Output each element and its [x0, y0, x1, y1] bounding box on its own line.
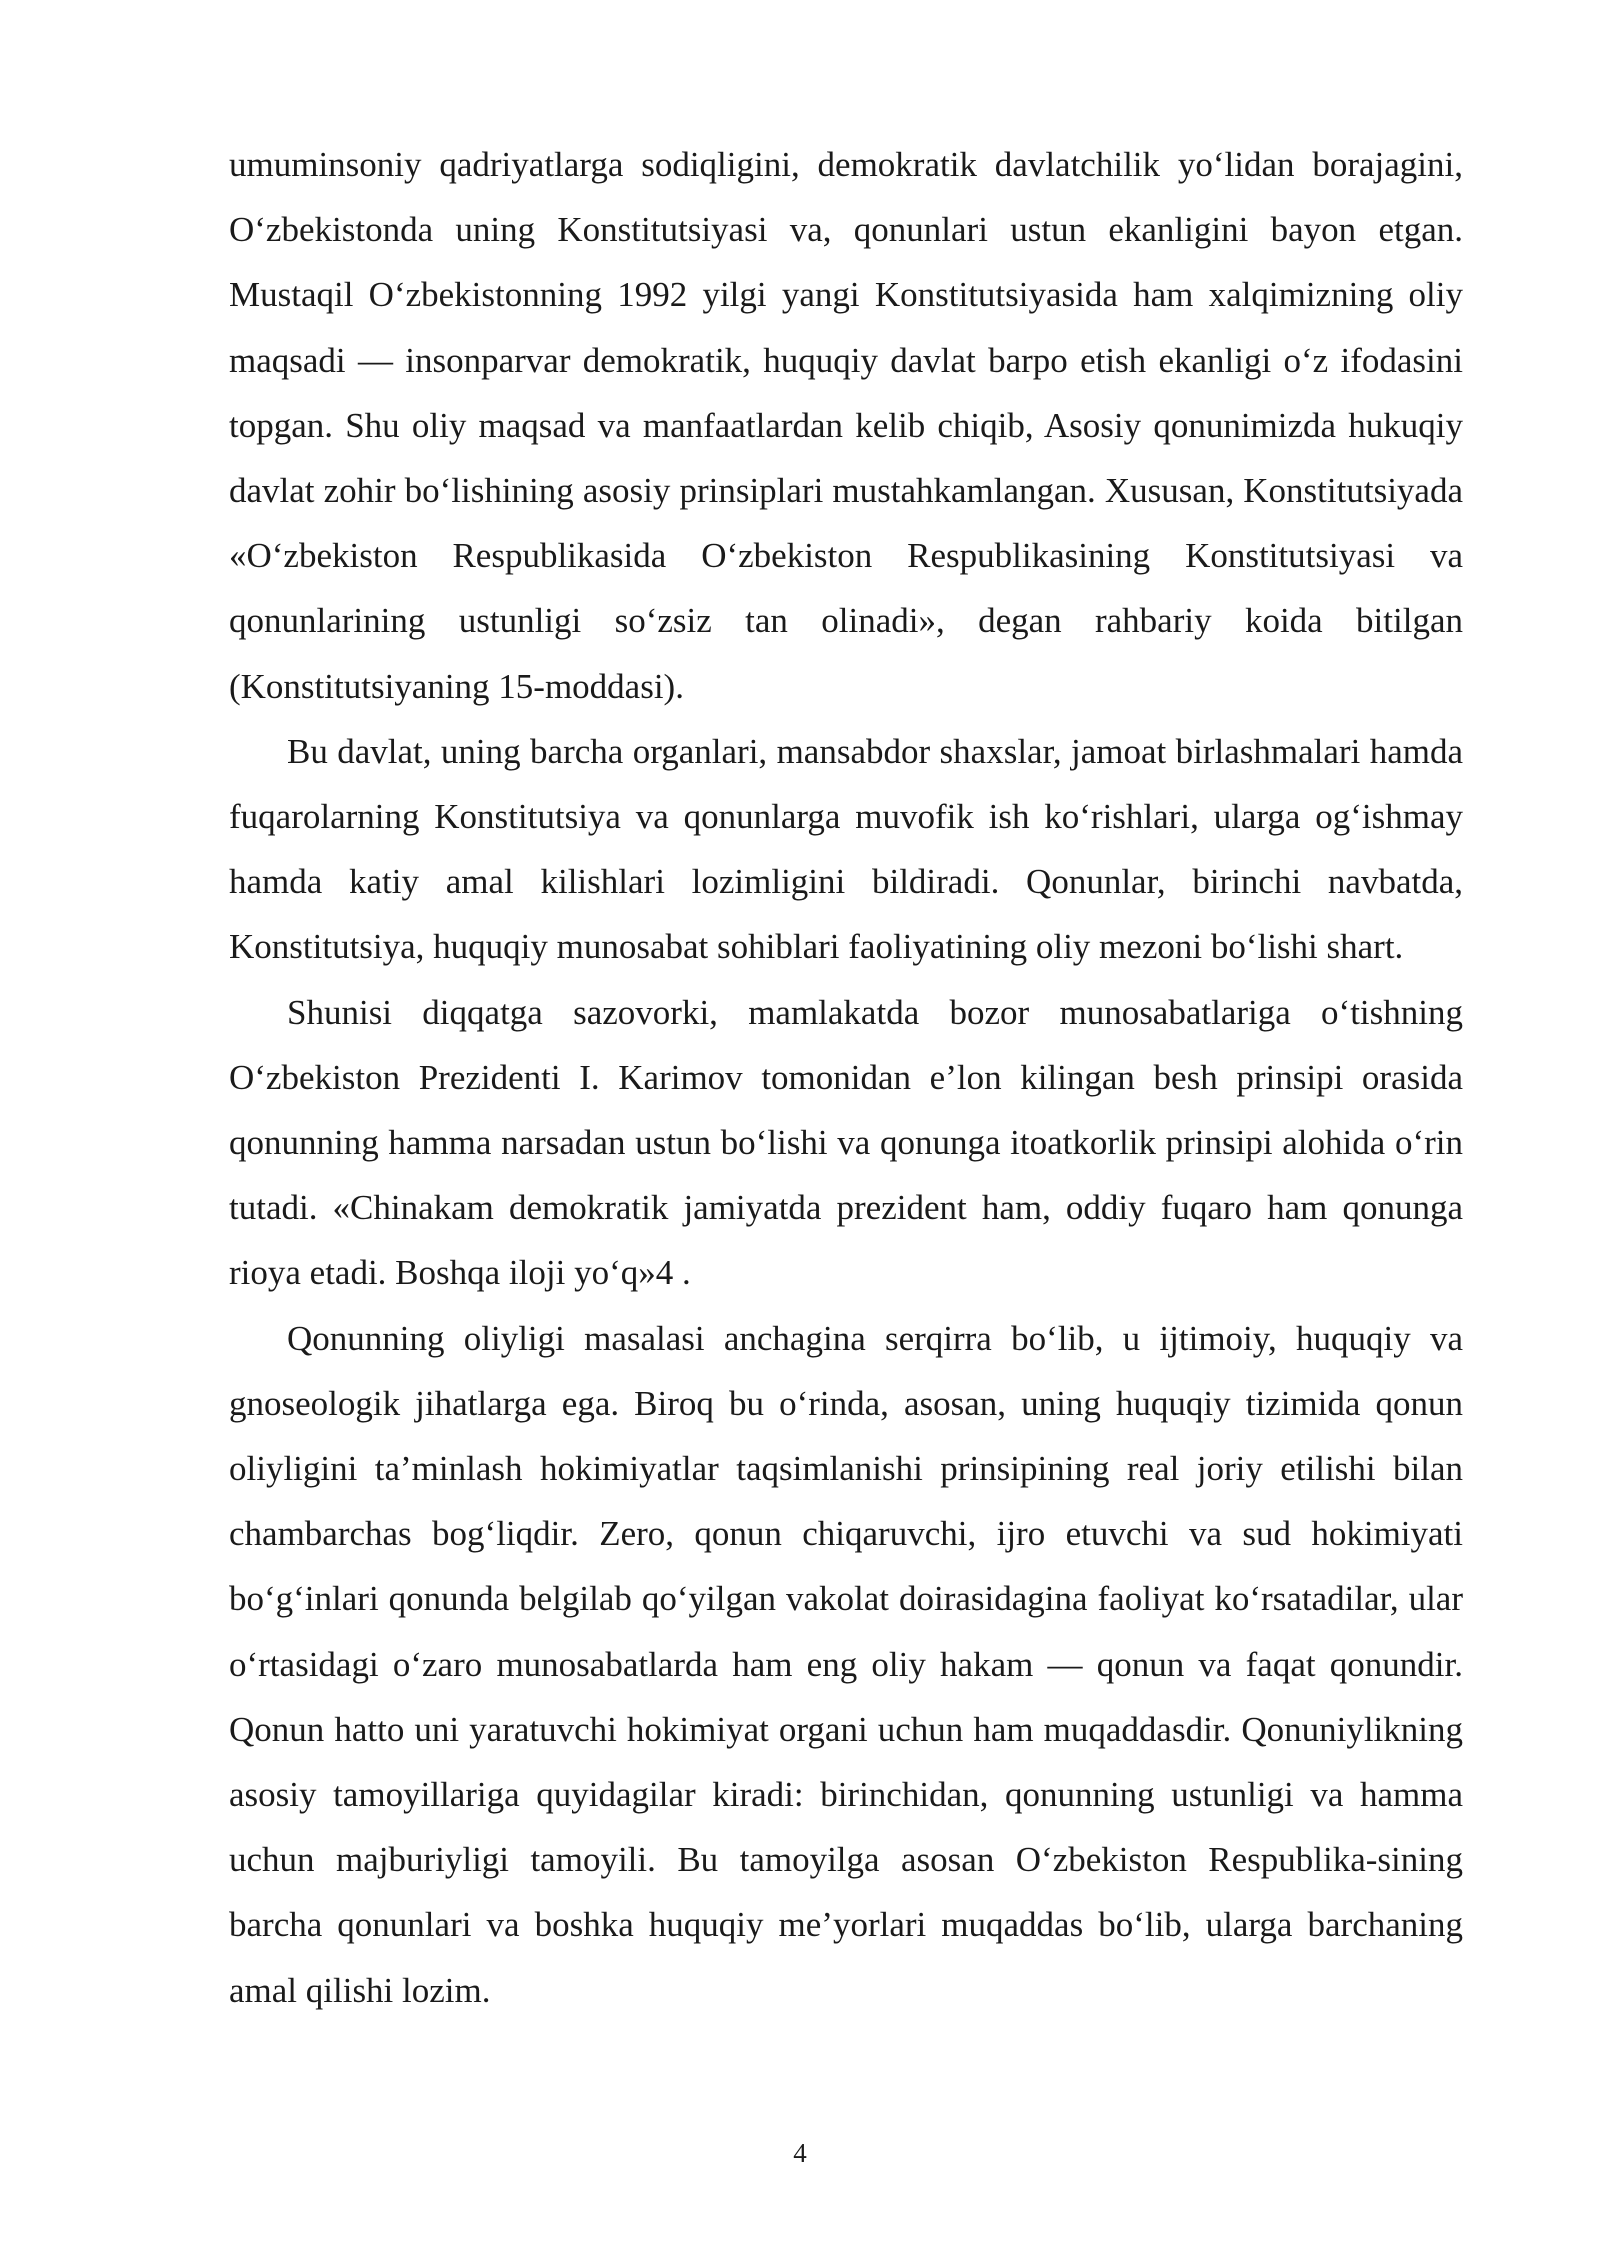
paragraph: Shunisi diqqatga sazovorki, mamlakatda bozor munosabatlariga o‘tishning O‘zbekiston Prezidenti I. Karimov tomonidan e’lon kilingan besh prinsipi orasida qonunning hamma narsadan ustun bo‘lishi va qonunga itoatkorlik prinsipi alohida o‘rin tutadi. «Chinakam demokratik jamiyatda prezident ham, oddiy fuqaro ham qonunga rioya etadi. Boshqa iloji yo‘q»4 . — [229, 992, 1463, 1293]
body-text — [229, 132, 1463, 2023]
paragraph: Bu davlat, uning barcha organlari, mansabdor shaxslar, jamoat birlashmalari hamda fuqarolarning Konstitutsiya va qonunlarga muvofik ish ko‘rishlari, ularga og‘ishmay hamda katiy amal kilishlari lozimligini bildiradi. Qonunlar, birinchi navbatda, Konstitutsiya, huquqiy munosabat sohiblari faoliyatining oliy mezoni bo‘lishi shart. — [229, 731, 1463, 967]
paragraph-continuation: umuminsoniy qadriyatlarga sodiqligini, demokratik davlatchilik yo‘lidan borajagini, O‘zbekistonda uning Konstitutsiyasi va, qonunlari ustun ekanligini bayon etgan. Mustaqil O‘zbekistonning 1992 yilgi yangi Konstitutsiyasida ham xalqimizning oliy maqsadi — insonparvar demokratik, huquqiy davlat barpo etish ekanligi o‘z ifodasini topgan. Shu oliy maqsad va manfaatlardan kelib chiqib, Asosiy qonunimizda hukuqiy davlat zohir bo‘lishining asosiy prinsiplari mustahkamlangan. Xususan, Konstitutsiyada «O‘zbekiston Respublikasida O‘zbekiston Respublikasining Konstitutsiyasi va qonunlarining ustunligi so‘zsiz tan olinadi», degan rahbariy koida bitilgan (Konstitutsiyaning 15-moddasi). — [229, 145, 1463, 706]
paragraph: Qonunning oliyligi masalasi anchagina serqirra bo‘lib, u ijtimoiy, huquqiy va gnoseologik jihatlarga ega. Biroq bu o‘rinda, asosan, uning huquqiy tizimida qonun oliyligini ta’minlash hokimiyatlar taqsimlanishi prinsipining real joriy etilishi bilan chambarchas bog‘liqdir. Zero, qonun chiqaruvchi, ijro etuvchi va sud hokimiyati bo‘g‘inlari qonunda belgilab qo‘yilgan vakolat doirasidagina faoliyat ko‘rsatadilar, ular o‘rtasidagi o‘zaro munosabatlarda ham eng oliy hakam — qonun va faqat qonundir. Qonun hatto uni yaratuvchi hokimiyat organi uchun ham muqaddasdir. Qonuniylikning asosiy tamoyillariga quyidagilar kiradi: birinchidan, qonunning ustunligi va hamma uchun majburiyligi tamoyili. Bu tamoyilga asosan O‘zbekiston Respublika-sining barcha qonunlari va boshka huquqiy me’yorlari muqaddas bo‘lib, ularga barchaning amal qilishi lozim. — [229, 1318, 1463, 2010]
page-number: 4 — [793, 2138, 807, 2168]
